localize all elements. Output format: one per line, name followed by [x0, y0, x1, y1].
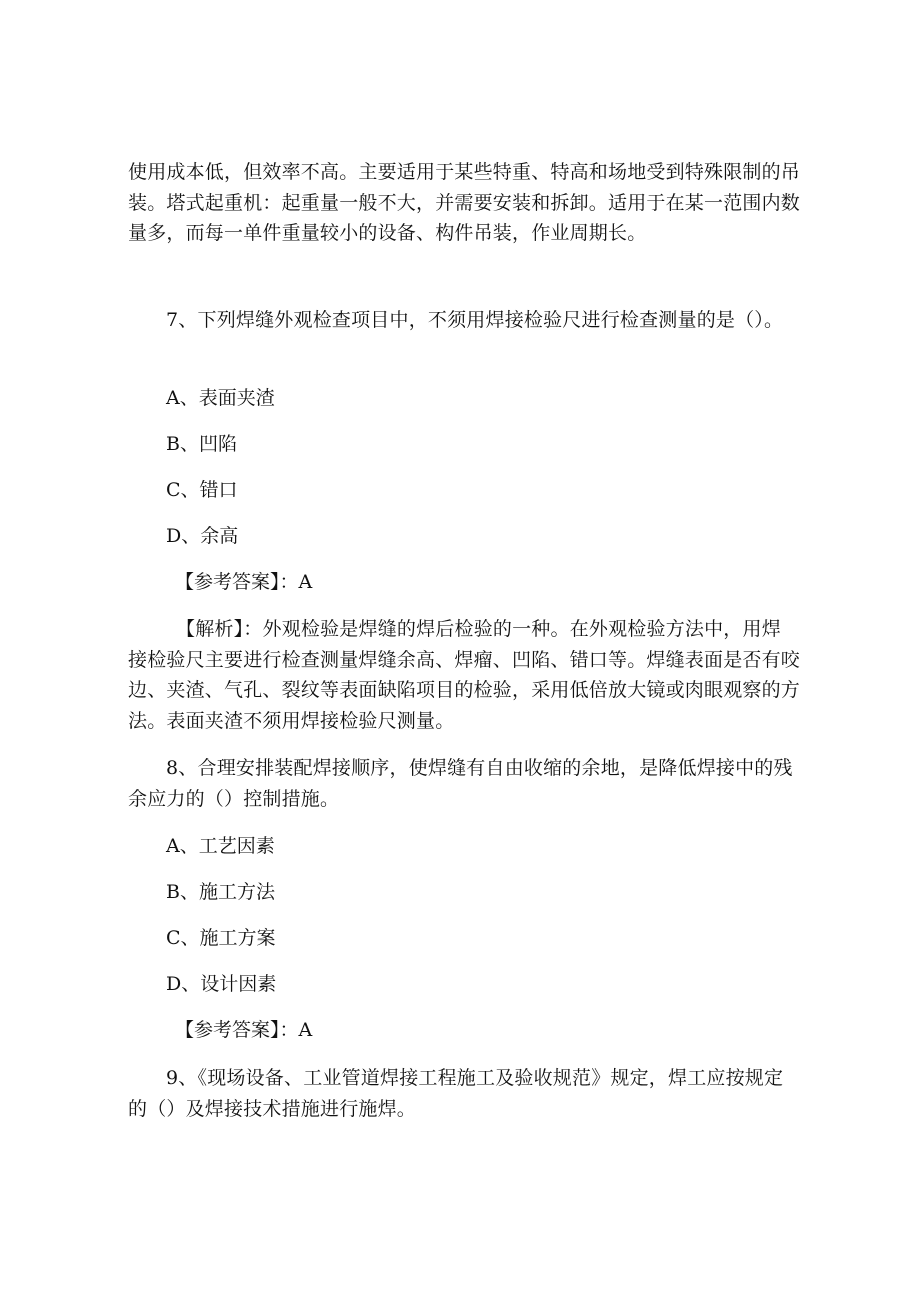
- continuation-paragraph: 使用成本低，但效率不高。主要适用于某些特重、特高和场地受到特殊限制的吊装。塔式起重机：起重量一般不大，并需要安装和拆卸。适用于在某一范围内数量多，而每一单件重量较小的设备、构件吊装，作业周期长。: [128, 161, 801, 244]
- question-8-option-c: C、施工方案: [166, 927, 276, 949]
- question-8-answer: 【参考答案】：A: [175, 1019, 313, 1041]
- question-8-option-b: B、施工方法: [166, 881, 275, 903]
- question-8-stem: 8、合理安排装配焊接顺序，使焊缝有自由收缩的余地，是降低焊接中的残余应力的（）控制措施。: [128, 757, 793, 810]
- question-8-option-a: A、工艺因素: [166, 835, 275, 857]
- question-7-option-c: C、错口: [166, 479, 238, 501]
- question-9-stem: 9、《现场设备、工业管道焊接工程施工及验收规范》规定，焊工应按规定的（）及焊接技术措施进行施焊。: [128, 1067, 784, 1120]
- question-8-option-d: D、设计因素: [166, 973, 277, 995]
- question-7-option-d: D、余高: [166, 525, 239, 547]
- question-7-answer: 【参考答案】：A: [175, 571, 313, 593]
- question-7-option-b: B、凹陷: [166, 433, 237, 455]
- question-7-stem: 7、下列焊缝外观检查项目中，不须用焊接检验尺进行检查测量的是（）。: [166, 309, 784, 331]
- question-7-option-a: A、表面夹渣: [166, 387, 275, 409]
- question-7-analysis: 【解析】：外观检验是焊缝的焊后检验的一种。在外观检验方法中，用焊接检验尺主要进行检查测量焊缝余高、焊瘤、凹陷、错口等。焊缝表面是否有咬边、夹渣、气孔、裂纹等表面缺陷项目的检验，采用低倍放大镜或肉眼观察的方法。表面夹渣不须用焊接检验尺测量。: [128, 618, 801, 732]
